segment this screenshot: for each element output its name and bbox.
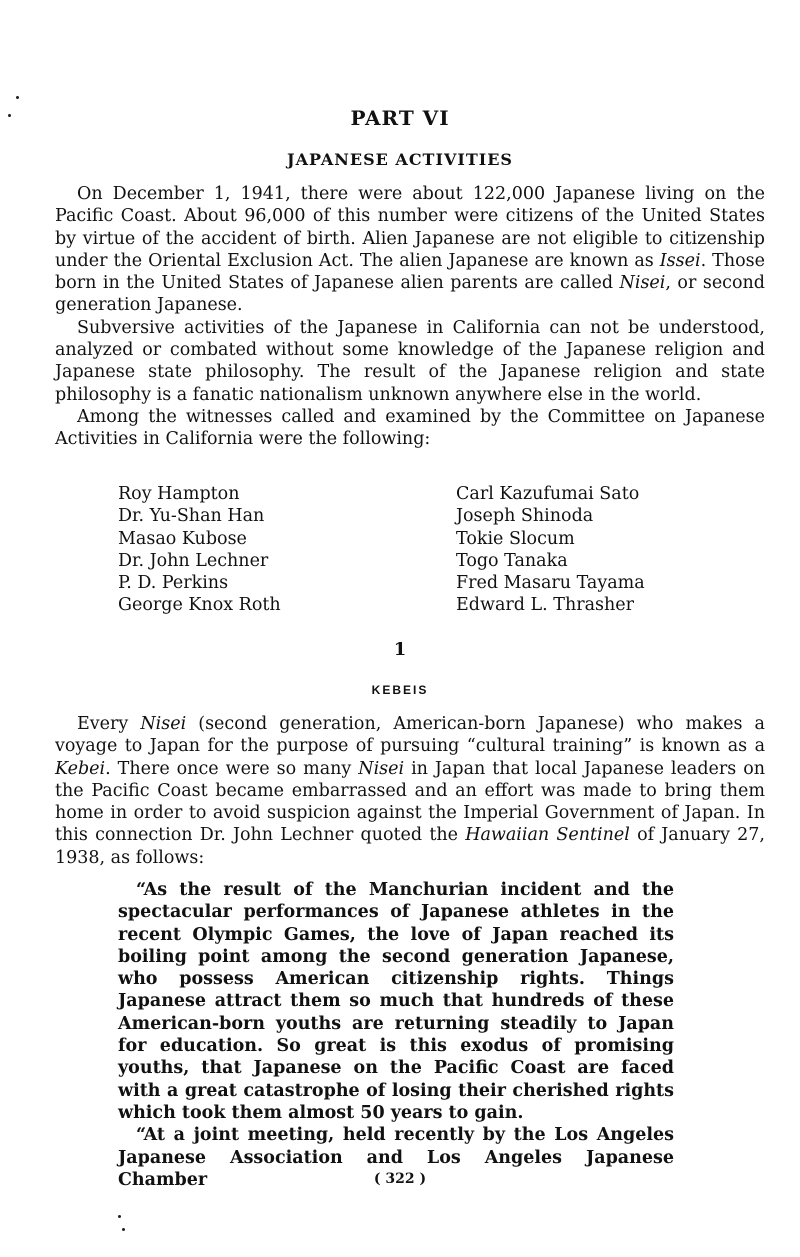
witness-name: Carl Kazufumai Sato	[456, 484, 640, 504]
witness-name: Masao Kubose	[118, 528, 247, 549]
paragraph-population: On December 1, 1941, there were about 122,000 Japanese living on the Pacific Coast. About 96,000 of this number were citizens of the United States by virtue of the accident of birth. Alien Japanese are not eligible to citizenship under the Oriental Exclusion Act. The alien Japanese are known as Issei. Those born in the United States of Japanese alien parents are called Nisei, or second generation Japanese.	[55, 184, 765, 316]
witness-name: George Knox Roth	[118, 595, 281, 616]
part-title: PART VI	[350, 106, 450, 130]
subsection-number: 1	[393, 639, 407, 660]
witness-name: Edward L. Thrasher	[456, 595, 634, 616]
paragraph-subversive: Subversive activities of the Japanese in California can not be understood, analyzed or combated without some knowledge of the Japanese religion and Japanese state philosophy. The result of the Japanese religion and state philosophy is a fanatic nationalism unknown anywhere else in the world.	[55, 317, 765, 405]
scan-speck	[16, 96, 19, 99]
quote-paragraph: “At a joint meeting, held recently by the Los Angeles Japanese Association and Los Angeles Japanese Chamber	[118, 1125, 674, 1190]
section-title: JAPANESE ACTIVITIES	[287, 150, 513, 169]
kebeis-text	[55, 713, 765, 869]
paragraph-witnesses-intro: Among the witnesses called and examined by the Committee on Japanese Activities in California were the following:	[55, 406, 765, 450]
paragraph-kebeis: Every Nisei (second generation, American-born Japanese) who makes a voyage to Japan for the purpose of pursuing “cultural training” is known as a Kebei. There once were so many Nisei in Japan that local Japanese leaders on the Pacific Coast became embarrassed and an effort was made to bring them home in order to avoid suspicion against the Imperial Government of Japan. In this connection Dr. John Lechner quoted the Hawaiian Sentinel of January 27, 1938, as follows:	[55, 714, 766, 868]
page-number: ( 322 )	[373, 1171, 427, 1187]
witness-name: Joseph Shinoda	[456, 506, 594, 527]
witness-name: Dr. Yu-Shan Han	[118, 506, 265, 527]
witness-name: P. D. Perkins	[118, 573, 229, 594]
witness-column-right	[456, 483, 645, 617]
witness-name: Fred Masaru Tayama	[456, 573, 645, 594]
witness-name: Togo Tanaka	[456, 550, 568, 571]
subsection-title: KEBEIS	[371, 683, 429, 697]
witness-name: Tokie Slocum	[456, 528, 575, 549]
witness-name: Roy Hampton	[118, 484, 240, 504]
scan-speck	[118, 1215, 121, 1218]
witness-name: Dr. John Lechner	[118, 550, 269, 571]
intro-text	[55, 183, 765, 451]
block-quote	[118, 879, 674, 1191]
scan-speck	[122, 1228, 125, 1231]
witness-column-left	[118, 483, 281, 617]
quote-paragraph: “As the result of the Manchurian incident and the spectacular performances of Japanese athletes in the recent Olympic Games, the love of Japan reached its boiling point among the second generation Japanese, who possess American citizenship rights. Things Japanese attract them so much that hundreds of these American-born youths are returning steadily to Japan for education. So great is this exodus of promising youths, that Japanese on the Pacific Coast are faced with a great catastrophe of losing their cherished rights which took them almost 50 years to gain.	[118, 880, 674, 1123]
